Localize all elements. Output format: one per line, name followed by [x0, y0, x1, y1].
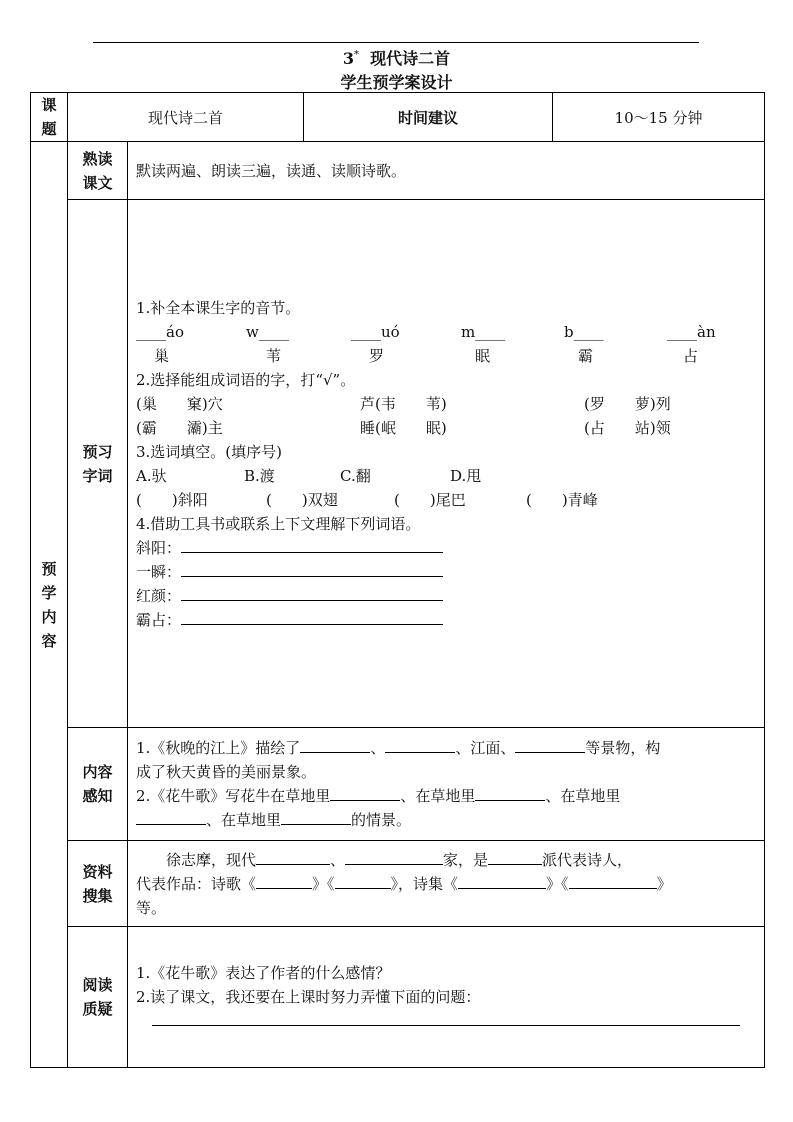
pinyin-blank[interactable]: ____àn: [667, 322, 716, 341]
answer-line[interactable]: [256, 848, 330, 865]
pinyin-blank[interactable]: ____uó: [351, 322, 400, 341]
answer-line[interactable]: [181, 608, 443, 625]
answer-line[interactable]: [569, 872, 657, 889]
pinyin-blank[interactable]: ____áo: [136, 322, 184, 341]
answer-line[interactable]: [488, 848, 542, 865]
fill-blank[interactable]: ( )斜阳: [136, 490, 208, 509]
topic-value: 现代诗二首: [68, 93, 304, 142]
q2-row: [136, 416, 756, 440]
answer-line[interactable]: [181, 560, 443, 577]
header-rule: [93, 42, 699, 43]
research-content: 徐志摩，现代 、 家，是 派代表诗人， 代表作品：诗歌《 》《 》，诗集《 》《 》 等。: [128, 841, 765, 927]
word-choice[interactable]: 睡(岷 眠): [360, 418, 447, 437]
term-row: 红颜：: [136, 584, 756, 608]
topic-label: 课题: [31, 93, 68, 142]
question-content: [128, 927, 765, 1068]
answer-line[interactable]: [181, 536, 443, 553]
character: 苇: [266, 346, 282, 365]
term-row: 霸占：: [136, 608, 756, 632]
pinyin-blank[interactable]: w____: [246, 322, 289, 341]
page-title: 3* 现代诗二首: [342, 49, 451, 68]
answer-line[interactable]: [281, 808, 351, 825]
read-text: 默读两遍、朗读三遍，读通、读顺诗歌。: [128, 142, 765, 200]
answer-line[interactable]: [256, 872, 312, 889]
answer-line[interactable]: [152, 1009, 740, 1026]
word-choice[interactable]: (巢 窠)穴: [136, 394, 223, 413]
answer-line[interactable]: [458, 872, 546, 889]
option: A.驮: [136, 466, 167, 485]
answer-line[interactable]: [330, 784, 400, 801]
character-row: [136, 344, 756, 368]
fill-blank[interactable]: ( )青峰: [526, 490, 598, 509]
term-row: 一瞬：: [136, 560, 756, 584]
option: B.渡: [244, 466, 275, 485]
worksheet-table: [30, 92, 765, 1068]
q3-text: 3.选词填空。(填序号): [136, 442, 283, 461]
q2-text: 2.选择能组成词语的字，打“√”。: [136, 370, 356, 389]
research-label: 资料搜集: [68, 841, 128, 927]
character: 占: [683, 346, 699, 365]
pinyin-blank[interactable]: m____: [461, 322, 506, 341]
word-choice[interactable]: 芦(韦 苇): [360, 394, 447, 413]
answer-line[interactable]: [181, 584, 443, 601]
character: 罗: [369, 346, 385, 365]
answer-line[interactable]: [515, 736, 585, 753]
perception-content: 1.《秋晚的江上》描绘了 、 、江面、 等景物，构 成了秋天黄昏的美丽景象。 2.《花牛歌》写花牛在草地里 、在草地里 、在草地里 、在草地里 的情景。: [128, 728, 765, 841]
section-label: 预学内容: [31, 142, 68, 1068]
option: C.翻: [340, 466, 371, 485]
preview-label: 预习字词: [68, 200, 128, 728]
time-label: 时间建议: [304, 93, 553, 142]
word-choice[interactable]: (占 站)领: [584, 418, 671, 437]
q4-text: 4.借助工具书或联系上下文理解下列词语。: [136, 514, 421, 533]
pinyin-row: [136, 320, 756, 344]
word-choice[interactable]: (罗 萝)列: [584, 394, 671, 413]
answer-line[interactable]: [335, 872, 391, 889]
page-subtitle: 学生预学案设计: [340, 73, 453, 92]
read-label: 熟读课文: [68, 142, 128, 200]
q3-options: [136, 464, 756, 488]
option: D.甩: [450, 466, 482, 485]
q1-text: 1.补全本课生字的音节。: [136, 298, 301, 317]
answer-line[interactable]: [136, 808, 206, 825]
character: 眠: [475, 346, 491, 365]
term-row: 斜阳：: [136, 536, 756, 560]
preview-content: [128, 200, 765, 728]
question-label: 阅读质疑: [68, 927, 128, 1068]
answer-line[interactable]: [385, 736, 455, 753]
perception-label: 内容感知: [68, 728, 128, 841]
fill-blank[interactable]: ( )尾巴: [394, 490, 466, 509]
character: 霸: [578, 346, 594, 365]
fill-blank[interactable]: ( )双翅: [266, 490, 338, 509]
answer-line[interactable]: [300, 736, 370, 753]
answer-line[interactable]: [475, 784, 545, 801]
character: 巢: [154, 346, 170, 365]
q2-row: [136, 392, 756, 416]
word-choice[interactable]: (霸 灞)主: [136, 418, 223, 437]
answer-line[interactable]: [345, 848, 443, 865]
time-value: 10～15 分钟: [553, 93, 765, 142]
pinyin-blank[interactable]: b____: [564, 322, 604, 341]
question-2: 2.读了课文，我还要在上课时努力弄懂下面的问题：: [136, 988, 481, 1006]
question-1: 1.《花牛歌》表达了作者的什么感情？: [136, 964, 391, 982]
q3-blanks: [136, 488, 756, 512]
